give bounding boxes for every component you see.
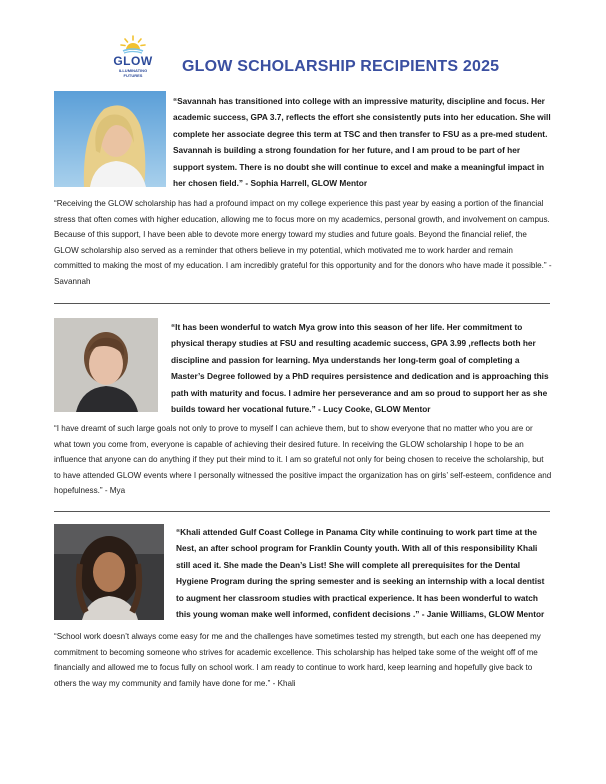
sun-icon [119,34,147,54]
recipient-statement-savannah: “Receiving the GLOW scholarship has had a profound impact on my college experience this past year by easing a portion of the financial stress that often comes with higher education, allowing me to focus more on my academics, personal growth, and involvement on campus. Because of this support, I have been able to devote more energy toward my studies and future goals. Beyond the financial relief, the GLOW scholarship also served as a reminder that others believe in my potential, which motivated me to work harder and remain committed to making the most of my education. I am incredibly grateful for this opportunity and for the donors who have made it possible.” - Savannah [54,199,552,286]
recipient-statement-khali: “School work doesn’t always come easy for me and the challenges have sometimes tested my strength, but each one has deepened my commitment to becoming someone who strives for academic excellence. This scholarship has helped take some of the weight off of me financially and allowed me to focus fully on school work. I am ready to continue to work hard, keep learning and hopefully give back to others the way my community and family have done for me.” - Khali [54,632,541,688]
mentor-quote-khali: “Khali attended Gulf Coast College in Panama City while continuing to work part time at the Nest, an after school program for Franklin County youth. With all of this responsibility Khali still aced it. She made the Dean’s List! She will complete all prerequisites for the Dental Hygiene Program during the spring semester and is seeking an internship with a local dentist to augment her classroom studies with practical experience. It has been wonderful to watch this young woman make well informed, confident decisions .” - Janie Williams, GLOW Mentor [176,527,545,620]
mentor-attribution: - Janie Williams, GLOW Mentor [419,609,545,620]
page-title: GLOW SCHOLARSHIP RECIPIENTS 2025 [182,58,500,75]
mentor-quote-savannah: “Savannah has transitioned into college with an impressive maturity, discipline and focus. Her academic success, GPA 3.7, reflects the effort she consistently puts into her education. She will complete her associate degree this term at TSC and then transfer to FSU as a pre-med student. Savannah is building a strong foundation for her future, and I am proud to be part of her support system. There is no doubt she will continue to excel and make a meaningful impact in her chosen field.” - Sophia Harrell, GLOW Mentor [173,96,551,189]
mentor-quote-mya: “It has been wonderful to watch Mya grow into this season of her life. Her commitment to physical therapy studies at FSU and resulting academic success, GPA 3.99 ,reflects both her discipline and passion for learning. Mya understands her long-term goal of completing a Master’s Degree followed by a PhD requires persistence and dedication and is approaching this path with maturity and focus. I admire her perseverance and am so proud to support her as she builds toward her vocational future.” - Lucy Cooke, GLOW Mentor [171,322,549,415]
logo-tagline: ILLUMINATING FUTURES [118,68,148,78]
section-divider [54,303,550,304]
glow-logo [106,34,160,84]
mentor-attribution: - Sophia Harrell, GLOW Mentor [243,178,368,189]
recipient-statement-mya: “I have dreamt of such large goals not only to prove to myself I can achieve them, but to show everyone that no matter who you are or what town you come from, everyone is capable of achieving their desired future. In receiving the GLOW scholarship I hope to be an influence that anyone can do anything if they put their mind to it. I am so grateful not only for being chosen to receive the scholarship, but to have attended GLOW events where I personally witnessed the positive impact the organization has on girls’ self-esteem, confidence and hopefulness.” - Mya [54,424,552,496]
recipient-photo-savannah [54,91,166,187]
section-divider [54,511,550,512]
recipient-photo-khali [54,524,164,620]
recipient-photo-mya [54,318,158,412]
mentor-attribution: - Lucy Cooke, GLOW Mentor [315,404,431,415]
logo-wordmark: GLOW [113,54,153,68]
